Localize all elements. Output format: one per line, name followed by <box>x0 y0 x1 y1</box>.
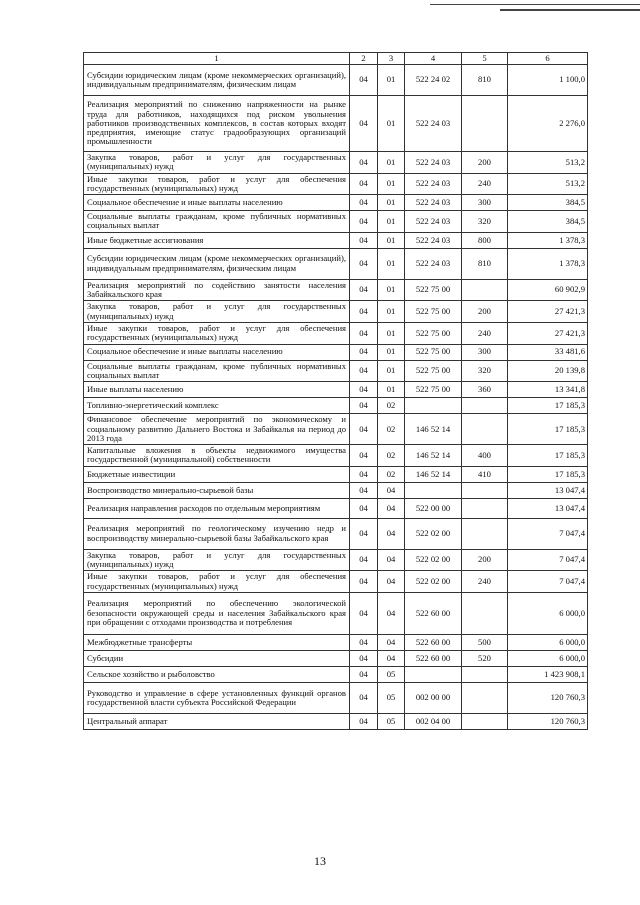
row-c6-cell: 6 000,0 <box>508 634 588 650</box>
row-c2-cell: 04 <box>350 650 378 666</box>
row-c5-cell <box>462 279 508 301</box>
row-c3-cell: 04 <box>378 592 405 634</box>
row-c6-cell: 7 047,4 <box>508 571 588 593</box>
row-c5-cell <box>462 592 508 634</box>
row-name-cell: Субсидии юридическим лицам (кроме некоммерческих организаций), индивидуальным предпринимателям, физическим лицам <box>84 65 350 96</box>
row-c2-cell: 04 <box>350 398 378 414</box>
row-name-cell: Субсидии <box>84 650 350 666</box>
row-c4-cell: 522 75 00 <box>405 344 462 360</box>
row-c4-cell: 522 24 03 <box>405 173 462 195</box>
row-c3-cell: 04 <box>378 634 405 650</box>
row-c2-cell: 04 <box>350 445 378 467</box>
row-c5-cell <box>462 682 508 713</box>
row-c2-cell: 04 <box>350 682 378 713</box>
row-c4-cell: 522 24 03 <box>405 248 462 279</box>
row-c4-cell: 522 24 03 <box>405 195 462 211</box>
row-c5-cell: 360 <box>462 382 508 398</box>
row-c6-cell: 17 185,3 <box>508 466 588 482</box>
row-c3-cell: 02 <box>378 414 405 445</box>
row-name-cell: Реализация мероприятий по снижению напряженности на рынке труда для работников, находящихся под риском увольнения работников производственных комплексов, в состав которых входят предприятия, имеющие статус градообразующих организаций промышленности <box>84 96 350 152</box>
row-c5-cell: 240 <box>462 571 508 593</box>
row-name-cell: Капитальные вложения в объекты недвижимого имущества государственной (муниципальной) собственности <box>84 445 350 467</box>
top-decorative-rule <box>0 0 640 14</box>
row-c5-cell: 240 <box>462 322 508 344</box>
header-cell: 3 <box>378 53 405 65</box>
row-c3-cell: 04 <box>378 650 405 666</box>
row-c2-cell: 04 <box>350 634 378 650</box>
row-c4-cell: 522 60 00 <box>405 650 462 666</box>
row-c6-cell: 33 481,6 <box>508 344 588 360</box>
table-row <box>84 152 588 174</box>
table-row <box>84 344 588 360</box>
row-c4-cell: 146 52 14 <box>405 414 462 445</box>
row-c5-cell: 800 <box>462 232 508 248</box>
row-c4-cell <box>405 666 462 682</box>
row-c2-cell: 04 <box>350 248 378 279</box>
table-row <box>84 414 588 445</box>
budget-table <box>83 52 588 730</box>
row-c3-cell: 05 <box>378 682 405 713</box>
row-c3-cell: 01 <box>378 322 405 344</box>
page-number: 13 <box>314 854 326 868</box>
table-row <box>84 322 588 344</box>
row-name-cell: Реализация мероприятий по геологическому изучению недр и воспроизводству минерально-сырьевой базы Забайкальского края <box>84 518 350 549</box>
row-c6-cell: 27 421,3 <box>508 322 588 344</box>
row-c2-cell: 04 <box>350 301 378 323</box>
table-row <box>84 211 588 233</box>
row-c2-cell: 04 <box>350 713 378 729</box>
row-c6-cell: 384,5 <box>508 195 588 211</box>
table-row <box>84 592 588 634</box>
row-c3-cell: 05 <box>378 666 405 682</box>
row-c2-cell: 04 <box>350 279 378 301</box>
row-c5-cell <box>462 414 508 445</box>
table-row <box>84 571 588 593</box>
row-c5-cell <box>462 96 508 152</box>
row-name-cell: Бюджетные инвестиции <box>84 466 350 482</box>
row-name-cell: Центральный аппарат <box>84 713 350 729</box>
header-cell: 4 <box>405 53 462 65</box>
row-c5-cell: 400 <box>462 445 508 467</box>
row-c2-cell: 04 <box>350 498 378 518</box>
table-row <box>84 666 588 682</box>
row-c5-cell: 810 <box>462 248 508 279</box>
row-c6-cell: 513,2 <box>508 173 588 195</box>
table-row <box>84 232 588 248</box>
row-c3-cell: 02 <box>378 398 405 414</box>
table-row <box>84 279 588 301</box>
table-row <box>84 682 588 713</box>
row-c4-cell: 522 60 00 <box>405 592 462 634</box>
row-c6-cell: 6 000,0 <box>508 592 588 634</box>
header-cell: 6 <box>508 53 588 65</box>
rule-line <box>500 9 640 11</box>
row-name-cell: Социальное обеспечение и иные выплаты населению <box>84 344 350 360</box>
row-c3-cell: 01 <box>378 152 405 174</box>
table-row <box>84 360 588 382</box>
row-c2-cell: 04 <box>350 173 378 195</box>
row-c6-cell: 1 378,3 <box>508 248 588 279</box>
table-row <box>84 634 588 650</box>
row-name-cell: Межбюджетные трансферты <box>84 634 350 650</box>
row-c3-cell: 01 <box>378 96 405 152</box>
row-c3-cell: 04 <box>378 482 405 498</box>
row-name-cell: Реализация мероприятий по содействию занятости населения Забайкальского края <box>84 279 350 301</box>
row-c6-cell: 384,5 <box>508 211 588 233</box>
table-row <box>84 382 588 398</box>
row-c4-cell: 522 24 03 <box>405 211 462 233</box>
row-c4-cell: 522 24 02 <box>405 65 462 96</box>
row-c6-cell: 60 902,9 <box>508 279 588 301</box>
row-c2-cell: 04 <box>350 195 378 211</box>
header-cell: 1 <box>84 53 350 65</box>
row-c5-cell <box>462 398 508 414</box>
row-c5-cell: 410 <box>462 466 508 482</box>
row-c5-cell: 200 <box>462 152 508 174</box>
row-c4-cell: 522 02 00 <box>405 571 462 593</box>
row-c4-cell: 522 75 00 <box>405 322 462 344</box>
row-name-cell: Закупка товаров, работ и услуг для государственных (муниципальных) нужд <box>84 549 350 571</box>
row-c2-cell: 04 <box>350 549 378 571</box>
row-name-cell: Иные закупки товаров, работ и услуг для обеспечения государственных (муниципальных) нужд <box>84 322 350 344</box>
row-c6-cell: 27 421,3 <box>508 301 588 323</box>
row-c4-cell: 002 04 00 <box>405 713 462 729</box>
row-c2-cell: 04 <box>350 232 378 248</box>
row-c4-cell: 002 00 00 <box>405 682 462 713</box>
row-c6-cell: 1 378,3 <box>508 232 588 248</box>
row-c2-cell: 04 <box>350 466 378 482</box>
row-c4-cell: 146 52 14 <box>405 445 462 467</box>
table-row <box>84 398 588 414</box>
row-c3-cell: 04 <box>378 549 405 571</box>
row-c6-cell: 13 047,4 <box>508 482 588 498</box>
row-c6-cell: 17 185,3 <box>508 398 588 414</box>
row-c6-cell: 120 760,3 <box>508 682 588 713</box>
row-c5-cell: 520 <box>462 650 508 666</box>
row-c4-cell <box>405 398 462 414</box>
row-c4-cell: 522 24 03 <box>405 152 462 174</box>
table-row <box>84 65 588 96</box>
table-row <box>84 445 588 467</box>
table-row <box>84 466 588 482</box>
row-name-cell: Руководство и управление в сфере установленных функций органов государственной власти субъекта Российской Федерации <box>84 682 350 713</box>
header-cell: 5 <box>462 53 508 65</box>
row-c2-cell: 04 <box>350 666 378 682</box>
row-c3-cell: 01 <box>378 232 405 248</box>
row-name-cell: Иные закупки товаров, работ и услуг для обеспечения государственных (муниципальных) нужд <box>84 173 350 195</box>
table-row <box>84 713 588 729</box>
row-name-cell: Воспроизводство минерально-сырьевой базы <box>84 482 350 498</box>
row-name-cell: Социальное обеспечение и иные выплаты населению <box>84 195 350 211</box>
row-name-cell: Финансовое обеспечение мероприятий по экономическому и социальному развитию Дальнего Востока и Забайкалья на период до 2013 года <box>84 414 350 445</box>
table-row <box>84 482 588 498</box>
row-c3-cell: 01 <box>378 279 405 301</box>
header-cell: 2 <box>350 53 378 65</box>
row-c5-cell <box>462 482 508 498</box>
row-c2-cell: 04 <box>350 344 378 360</box>
row-c3-cell: 01 <box>378 360 405 382</box>
row-c2-cell: 04 <box>350 211 378 233</box>
row-c2-cell: 04 <box>350 382 378 398</box>
row-c2-cell: 04 <box>350 518 378 549</box>
row-c2-cell: 04 <box>350 571 378 593</box>
row-c5-cell <box>462 666 508 682</box>
table-row <box>84 195 588 211</box>
row-c5-cell <box>462 713 508 729</box>
row-name-cell: Сельское хозяйство и рыболовство <box>84 666 350 682</box>
row-name-cell: Субсидии юридическим лицам (кроме некоммерческих организаций), индивидуальным предпринимателям, физическим лицам <box>84 248 350 279</box>
budget-table-body <box>84 53 588 730</box>
table-row <box>84 549 588 571</box>
row-c5-cell: 240 <box>462 173 508 195</box>
row-c4-cell: 522 02 00 <box>405 518 462 549</box>
row-name-cell: Иные выплаты населению <box>84 382 350 398</box>
row-c4-cell: 522 60 00 <box>405 634 462 650</box>
row-c6-cell: 13 047,4 <box>508 498 588 518</box>
row-name-cell: Реализация направления расходов по отдельным мероприятиям <box>84 498 350 518</box>
table-row <box>84 518 588 549</box>
row-name-cell: Иные бюджетные ассигнования <box>84 232 350 248</box>
table-row <box>84 248 588 279</box>
row-c4-cell: 522 75 00 <box>405 301 462 323</box>
table-row <box>84 173 588 195</box>
row-c4-cell: 522 75 00 <box>405 382 462 398</box>
row-name-cell: Социальные выплаты гражданам, кроме публичных нормативных социальных выплат <box>84 211 350 233</box>
row-c2-cell: 04 <box>350 322 378 344</box>
row-c3-cell: 01 <box>378 248 405 279</box>
row-c5-cell: 500 <box>462 634 508 650</box>
row-c5-cell: 320 <box>462 360 508 382</box>
row-c2-cell: 04 <box>350 360 378 382</box>
row-c3-cell: 01 <box>378 344 405 360</box>
row-c3-cell: 01 <box>378 301 405 323</box>
row-c6-cell: 17 185,3 <box>508 414 588 445</box>
row-c3-cell: 01 <box>378 173 405 195</box>
rule-line <box>430 4 640 5</box>
row-name-cell: Топливно-энергетический комплекс <box>84 398 350 414</box>
row-c6-cell: 1 100,0 <box>508 65 588 96</box>
row-c5-cell: 200 <box>462 549 508 571</box>
row-c2-cell: 04 <box>350 65 378 96</box>
row-c3-cell: 01 <box>378 211 405 233</box>
row-c6-cell: 7 047,4 <box>508 518 588 549</box>
row-c4-cell: 522 02 00 <box>405 549 462 571</box>
row-c4-cell: 522 24 03 <box>405 232 462 248</box>
row-c2-cell: 04 <box>350 414 378 445</box>
row-c3-cell: 02 <box>378 466 405 482</box>
row-c5-cell: 300 <box>462 344 508 360</box>
row-c3-cell: 04 <box>378 498 405 518</box>
row-name-cell: Закупка товаров, работ и услуг для государственных (муниципальных) нужд <box>84 152 350 174</box>
row-c4-cell: 522 00 00 <box>405 498 462 518</box>
row-c2-cell: 04 <box>350 96 378 152</box>
row-c5-cell: 300 <box>462 195 508 211</box>
row-c5-cell: 810 <box>462 65 508 96</box>
row-c2-cell: 04 <box>350 592 378 634</box>
row-c6-cell: 6 000,0 <box>508 650 588 666</box>
row-c5-cell: 200 <box>462 301 508 323</box>
row-c4-cell: 522 75 00 <box>405 360 462 382</box>
row-c6-cell: 7 047,4 <box>508 549 588 571</box>
row-c2-cell: 04 <box>350 152 378 174</box>
row-c4-cell <box>405 482 462 498</box>
row-c6-cell: 20 139,8 <box>508 360 588 382</box>
row-c3-cell: 02 <box>378 445 405 467</box>
row-c3-cell: 01 <box>378 195 405 211</box>
row-c4-cell: 522 24 03 <box>405 96 462 152</box>
row-c6-cell: 513,2 <box>508 152 588 174</box>
row-c3-cell: 05 <box>378 713 405 729</box>
row-c6-cell: 1 423 908,1 <box>508 666 588 682</box>
row-c6-cell: 13 341,8 <box>508 382 588 398</box>
row-name-cell: Социальные выплаты гражданам, кроме публичных нормативных социальных выплат <box>84 360 350 382</box>
row-c4-cell: 522 75 00 <box>405 279 462 301</box>
row-c3-cell: 01 <box>378 382 405 398</box>
row-name-cell: Иные закупки товаров, работ и услуг для обеспечения государственных (муниципальных) нужд <box>84 571 350 593</box>
row-c3-cell: 04 <box>378 518 405 549</box>
row-c6-cell: 17 185,3 <box>508 445 588 467</box>
row-c5-cell: 320 <box>462 211 508 233</box>
row-c3-cell: 04 <box>378 571 405 593</box>
table-row <box>84 498 588 518</box>
table-row <box>84 650 588 666</box>
row-c6-cell: 2 276,0 <box>508 96 588 152</box>
row-c5-cell <box>462 518 508 549</box>
table-header-row <box>84 53 588 65</box>
table-row <box>84 96 588 152</box>
row-c4-cell: 146 52 14 <box>405 466 462 482</box>
table-row <box>84 301 588 323</box>
row-name-cell: Реализация мероприятий по обеспечению экологической безопасности окружающей среды и населения Забайкальского края при обращении с отходами производства и потребления <box>84 592 350 634</box>
row-c3-cell: 01 <box>378 65 405 96</box>
row-c2-cell: 04 <box>350 482 378 498</box>
row-name-cell: Закупка товаров, работ и услуг для государственных (муниципальных) нужд <box>84 301 350 323</box>
row-c6-cell: 120 760,3 <box>508 713 588 729</box>
row-c5-cell <box>462 498 508 518</box>
